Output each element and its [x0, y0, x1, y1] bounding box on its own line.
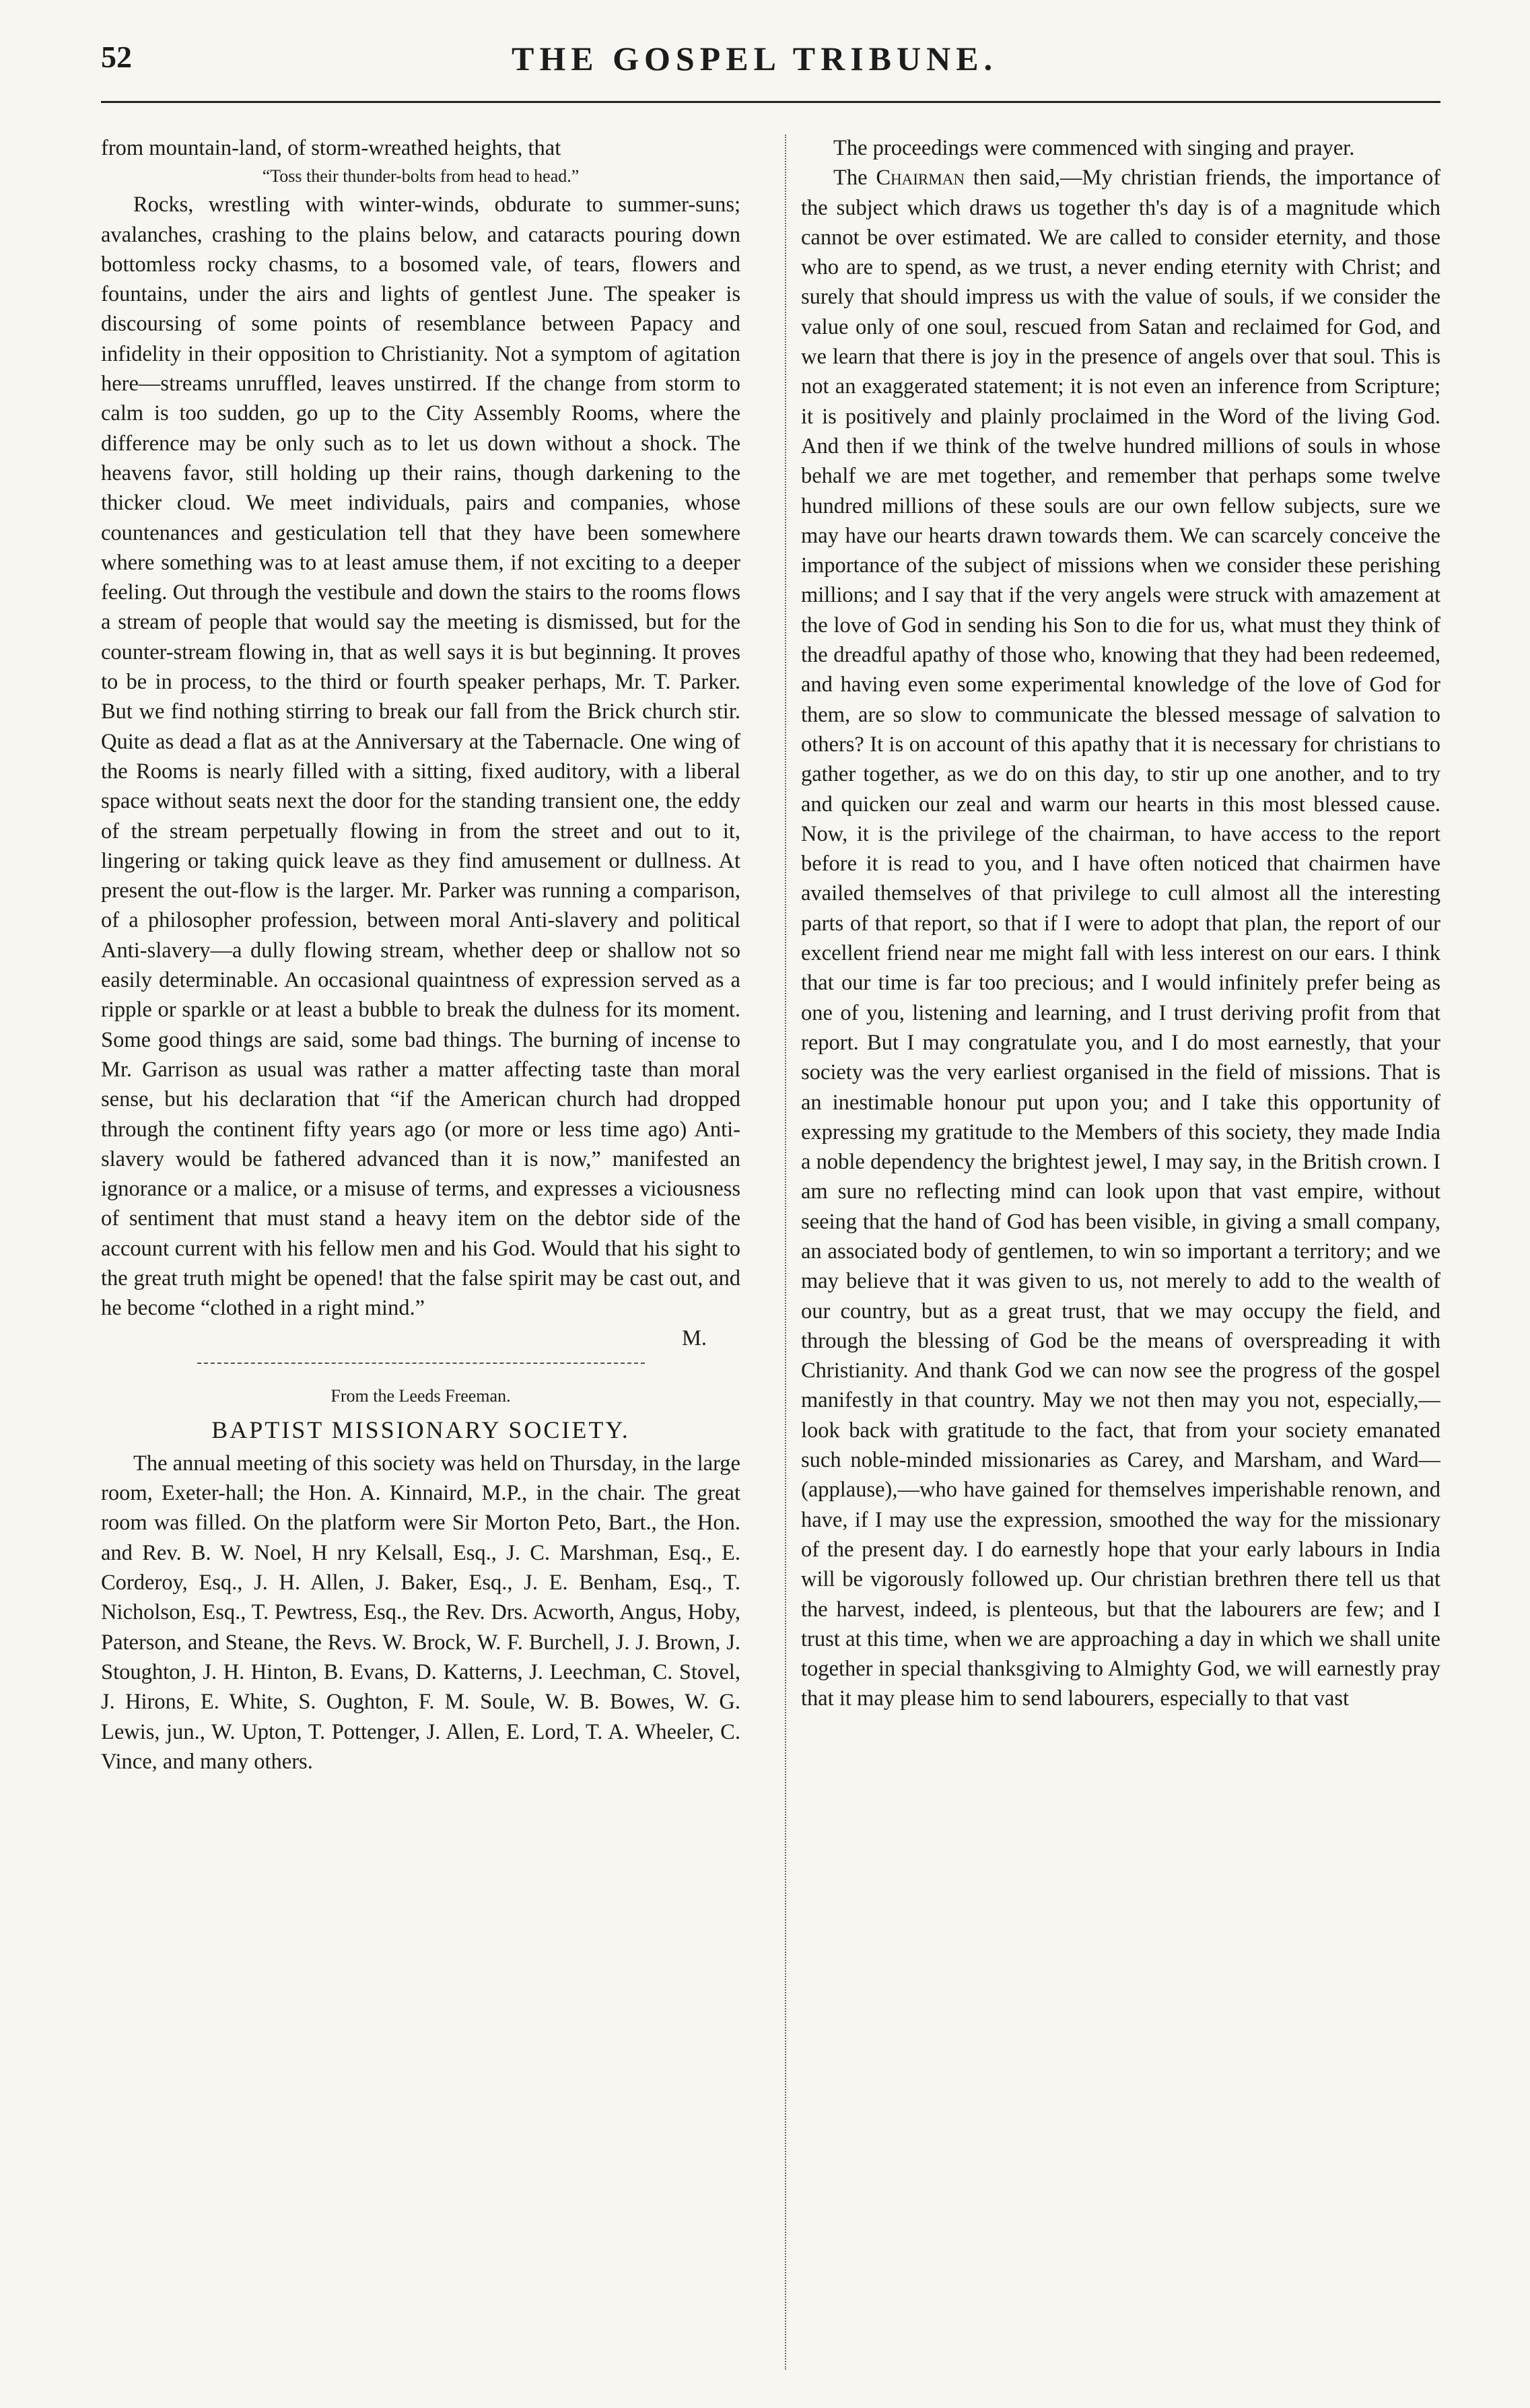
- header-rule: [101, 101, 1440, 103]
- running-title: THE GOSPEL TRIBUNE.: [512, 40, 998, 77]
- chairman-speech: then said,—My christian friends, the importance of the subject which draws us together th's day is of a magnitude which cannot be over estimated. We are called to consider eternity, and those who are to spend, as we trust, a never ending eternity with Christ; and surely that should impress us with the value of souls, if we consider the value only of one soul, rescued from Satan and reclaimed for God, and we learn that there is joy in the presence of angels over that soul. This is not an exaggerated statement; it is not even an inference from Scripture; it is positively and plainly proclaimed in the Word of the living God. And then if we think of the twelve hundred millions of souls in whose behalf we are met together, and remember that perhaps some twelve hundred millions of these souls are our own fellow subjects, sure we may have our hearts drawn towards them. We can scarcely conceive the importance of the subject of missions when we consider these perishing millions; and I say that if the very angels were struck with amazement at the love of God in sending his Son to die for us, what must they think of the dreadful apathy of those who, knowing that they had been redeemed, and having even some experimental knowledge of the love of God for them, are so slow to communicate the blessed message of salvation to others? It is on account of this apathy that it is necessary for christians to gather together, as we do on this day, to stir up one another, and to try and quicken our zeal and warm our hearts in this most blessed cause. Now, it is the privilege of the chairman, to have access to the report before it is read to you, and I have often noticed that chairmen have availed themselves of that privilege to cull almost all the interesting parts of that report, so that if I were to adopt that plan, the report of our excellent friend near me might fall with less interest on our ears. I think that our time is far too precious; and I would infinitely prefer being as one of you, listening and learning, and I trust deriving profit from that report. But I may congratulate you, and I do most earnestly, that your society was the very earliest organised in the field of missions. That is an inestimable honour put upon you; and I take this opportunity of expressing my gratitude to the Members of this society, they made India a noble dependency the brightest jewel, I may say, in the British crown. I am sure no reflecting mind can look upon that vast empire, without seeing that the hand of God has been visible, in giving a small company, an associated body of gentlemen, to win so important a territory; and we may believe that it was given to us, not merely to add to the wealth of our country, but as a great trust, that we may occupy the field, and through the blessing of God be the means of overspreading it with Christianity. And thank God we can now see the progress of the gospel manifestly in that country. May we not then may you not, especially,—look back with gratitude to the fact, that from your society emanated such noble-minded missionaries as Carey, and Marsham, and Ward—(applause),—who have gained for themselves imperishable renown, and have, if I may use the expression, smoothed the way for the missionary of the present day. I do earnestly hope that your early labours in India will be vigorously followed up. Our christian brethren there tell us that the harvest, indeed, is plenteous, but that the labourers are few; and I trust at this time, when we are approaching a day in which we shall unite together in special thanksgiving to Almighty God, we will earnestly pray that it may please him to send labourers, especially to that vast: [801, 166, 1440, 1711]
- column-divider: [785, 135, 786, 2370]
- meeting-attendees-paragraph: The annual meeting of this society was held on Thursday, in the large room, Exeter-hall; the Hon. A. Kinnaird, M.P., in the chair. The great room was filled. On the platform were Sir Morton Peto, Bart., the Hon. and Rev. B. W. Noel, H nry Kelsall, Esq., J. C. Marshman, Esq., E. Corderoy, Esq., J. H. Allen, J. Baker, Esq., J. E. Benham, Esq., T. Nicholson, Esq., T. Pewtress, Esq., the Rev. Drs. Acworth, Angus, Hoby, Paterson, and Steane, the Revs. W. Brock, W. F. Burchell, J. J. Brown, J. Stoughton, J. H. Hinton, B. Evans, D. Katterns, J. Leechman, C. Stovel, J. Hirons, E. White, S. Oughton, F. M. Soule, W. B. Bowes, W. G. Lewis, jun., W. Upton, T. Pottenger, J. Allen, E. Lord, T. A. Wheeler, C. Vince, and many others.: [101, 1451, 740, 1774]
- chairman-label: Chairman: [876, 166, 965, 191]
- section-divider: [197, 1363, 645, 1364]
- page-number: 52: [101, 40, 132, 74]
- page-header: [101, 39, 1440, 86]
- speech-intro: The: [833, 166, 868, 191]
- poetry-quote: “Toss their thunder-bolts from head to head.”: [262, 166, 580, 186]
- left-body-paragraph: Rocks, wrestling with winter-winds, obdurate to summer-suns; avalanches, crashing to the plains below, and cataracts pouring down bottomless rocky chasms, to a bosomed vale, of tears, flowers and fountains, under the airs and lights of gentlest June. The speaker is discoursing of some points of resemblance between Papacy and infidelity in their opposition to Christianity. Not a symptom of agitation here—streams unruffled, leaves unstirred. If the change from storm to calm is too sudden, go up to the City Assembly Rooms, where the difference may be only such as to let us down without a shock. The heavens favor, still holding up their rains, though darkening to the thicker cloud. We meet individuals, pairs and companies, whose countenances and gesticulation tell that they have been somewhere where something was to at least amuse them, if not exciting to a deeper feeling. Out through the vestibule and down the stairs to the rooms flows a stream of people that would say the meeting is dismissed, but for the counter-stream flowing in, that as well says it is but beginning. It proves to be in process, to the third or fourth speaker perhaps, Mr. T. Parker. But we find nothing stirring to break our fall from the Brick church stir. Quite as dead a flat as at the Anniversary at the Tabernacle. One wing of the Rooms is nearly filled with a sitting, fixed auditory, with a liberal space without seats next the door for the standing transient one, the eddy of the stream perpetually flowing in from the street and out to it, lingering or taking quick leave as they find amusement or dullness. At present the out-flow is the larger. Mr. Parker was running a comparison, of a philosopher profession, between moral Anti-slavery and political Anti-slavery—a dully flowing stream, whether deep or shallow not so easily determinable. An occasional quaintness of expression served as a ripple or sparkle or at least a bubble to break the dulness for its moment. Some good things are said, some bad things. The burning of incense to Mr. Garrison as usual was rather a matter affecting taste than moral sense, but his declaration that “if the American church had dropped through the continent fifty years ago (or more or less time ago) Anti-slavery would be fathered advanced than it is now,” manifested an ignorance or a malice, or a misuse of terms, and expresses a viciousness of sentiment that must stand a heavy item on the debtor side of the account current with his fellow men and his God. Would that his sight to the great truth might be opened! that the false spirit may be cast out, and he become “clothed in a right mind.”: [101, 193, 740, 1321]
- left-column: [101, 133, 740, 2375]
- left-opening-line: from mountain-land, of storm-wreathed heights, that: [101, 136, 561, 160]
- article-source: From the Leeds Freeman.: [331, 1385, 511, 1406]
- article-signature: M.: [681, 1326, 707, 1350]
- right-column: [801, 133, 1440, 2375]
- chairman-speech-paragraph: [801, 163, 1440, 1713]
- section-title: BAPTIST MISSIONARY SOCIETY.: [211, 1416, 630, 1443]
- proceedings-paragraph: The proceedings were commenced with singing and prayer.: [833, 136, 1355, 160]
